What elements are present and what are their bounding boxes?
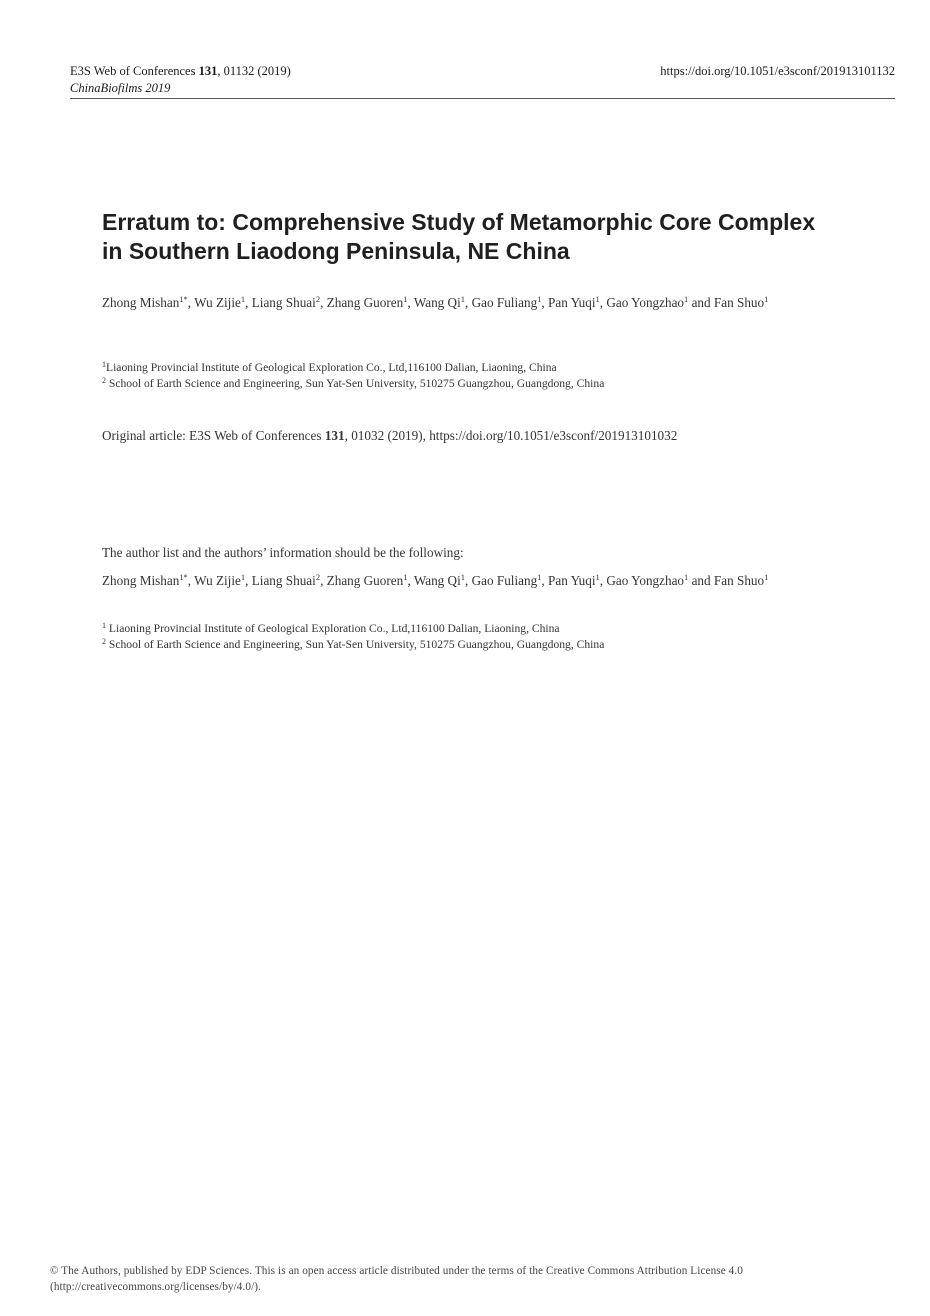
author-list [102, 294, 872, 312]
author: Zhang Guoren$^1$, [326, 294, 414, 310]
author: Fan Shuo$^1$ [713, 572, 769, 588]
author: Zhang Guoren$^1$, [326, 572, 414, 588]
author: Pan Yuqi$^1$, [548, 294, 607, 310]
journal-name: E3S Web of Conferences [70, 64, 199, 78]
author: Gao Fuliang$^1$, [471, 294, 549, 310]
running-head-left [70, 63, 291, 97]
author: Gao Fuliang$^1$, [471, 572, 549, 588]
author: Zhong Mishan$^{1*}$, [102, 572, 195, 588]
conference-name: ChinaBiofilms 2019 [70, 81, 171, 95]
corrected-author-list [102, 572, 872, 590]
journal-volume: 131 [198, 64, 218, 78]
author: Liang Shuai$^2$, [251, 572, 327, 588]
author: Liang Shuai$^2$, [251, 294, 327, 310]
corrected-affiliation-list [102, 621, 882, 653]
affiliation: $^2$ School of Earth Science and Engineering, Sun Yat-Sen University, 510275 Guangzhou, Guangdong, China [102, 637, 605, 651]
author: Wang Qi$^1$, [413, 294, 472, 310]
article-title [102, 208, 892, 266]
affiliation: $^2$ School of Earth Science and Engineering, Sun Yat-Sen University, 510275 Guangzhou, Guangdong, China [102, 376, 605, 390]
article-number: , 01132 (2019) [217, 64, 291, 78]
author: Wang Qi$^1$, [413, 572, 472, 588]
author: Gao Yongzhao$^1$ and [606, 294, 714, 310]
author: Gao Yongzhao$^1$ and [606, 572, 714, 588]
author: Wu Zijie$^1$, [194, 572, 252, 588]
affiliation: $^1$ Liaoning Provincial Institute of Geological Exploration Co., Ltd,116100 Dalian, Liaoning, China [102, 621, 560, 635]
title-line-2: in Southern Liaodong Peninsula, NE China [102, 238, 570, 264]
affiliation-list [102, 360, 882, 392]
correction-statement: The author list and the authors’ information should be the following: [102, 545, 464, 560]
original-article-reference: Original article: E3S Web of Conferences 131, 01032 (2019), https://doi.org/10.1051/e3sconf/201913101032 [102, 428, 678, 443]
author: Wu Zijie$^1$, [194, 294, 252, 310]
author: Fan Shuo$^1$ [713, 294, 769, 310]
author: Zhong Mishan$^{1*}$, [102, 294, 195, 310]
author: Pan Yuqi$^1$, [548, 572, 607, 588]
header-divider [70, 98, 895, 99]
license-footer: © The Authors, published by EDP Sciences. This is an open access article distributed under the terms of the Creative Commons Attribution License 4.0 (http://creativecommons.org/licenses/by/4.0/). [50, 1265, 743, 1293]
journal-citation [70, 63, 291, 80]
article-doi-link[interactable]: https://doi.org/10.1051/e3sconf/201913101132 [660, 64, 895, 78]
affiliation: $^1$Liaoning Provincial Institute of Geological Exploration Co., Ltd,116100 Dalian, Liaoning, China [102, 360, 557, 374]
title-line-1: Erratum to: Comprehensive Study of Metamorphic Core Complex [102, 209, 816, 235]
